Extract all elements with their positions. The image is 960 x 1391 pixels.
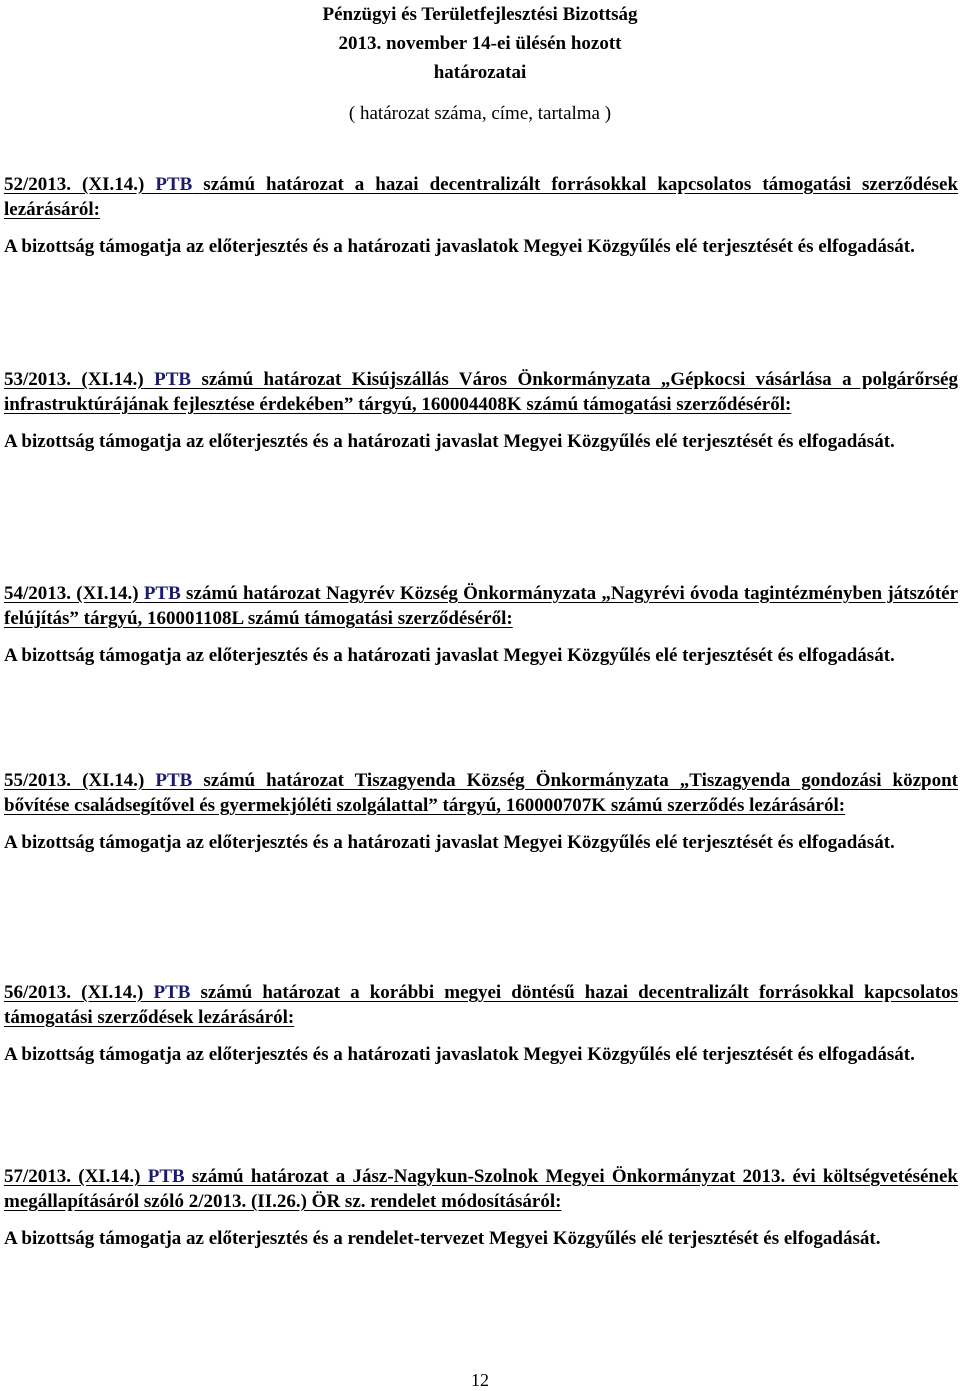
- resolution-section-57: [4, 1164, 958, 1251]
- resolution-body: A bizottság támogatja az előterjesztés és a határozati javaslat Megyei Közgyűlés elé terjesztését és elfogadását.: [4, 431, 895, 452]
- committee-code: PTB: [155, 770, 193, 791]
- header-committee-name: Pénzügyi és Területfejlesztési Bizottság: [322, 4, 638, 25]
- resolution-subject: számú határozat Tiszagyenda Község Önkormányzata „Tiszagyenda gondozási központ bővítése családsegítővel és gyermekjóléti szolgálattal” tárgyú, 160000707K számú szerződés lezárásáról:: [4, 770, 959, 816]
- resolution-section-52: [4, 172, 958, 259]
- resolution-title: [4, 581, 958, 631]
- resolution-number: 54/2013. (XI.14.): [4, 583, 139, 604]
- resolution-body: A bizottság támogatja az előterjesztés és a határozati javaslat Megyei Közgyűlés elé terjesztését és elfogadását.: [4, 645, 895, 666]
- resolution-subject: számú határozat Nagyrév Község Önkormányzata „Nagyrévi óvoda tagintézményben játszótér felújítás” tárgyú, 160001108L számú támogatási szerződéséről:: [4, 583, 959, 629]
- committee-code: PTB: [147, 1166, 185, 1187]
- document-header: [0, 0, 960, 87]
- committee-code: PTB: [143, 583, 181, 604]
- header-session-date: 2013. november 14-ei ülésén hozott: [338, 33, 622, 54]
- header-resolutions-label: határozatai: [433, 62, 527, 83]
- resolution-subject: számú határozat a hazai decentralizált forrásokkal kapcsolatos támogatási szerződések lezárásáról:: [4, 174, 959, 220]
- resolution-subject: számú határozat a Jász-Nagykun-Szolnok Megyei Önkormányzat 2013. évi költségvetésének megállapításáról szóló 2/2013. (II.26.) ÖR sz. rendelet módosításáról:: [4, 1166, 958, 1212]
- resolution-body: A bizottság támogatja az előterjesztés és a rendelet-tervezet Megyei Közgyűlés elé terjesztését és elfogadását.: [4, 1228, 881, 1249]
- resolution-title: [4, 172, 958, 222]
- resolution-number: 53/2013. (XI.14.): [4, 369, 144, 390]
- committee-code: PTB: [153, 982, 191, 1003]
- resolution-section-56: [4, 980, 958, 1067]
- resolution-number: 52/2013. (XI.14.): [4, 174, 145, 195]
- resolution-title: [4, 367, 958, 417]
- resolution-body: A bizottság támogatja az előterjesztés és a határozati javaslatok Megyei Közgyűlés elé terjesztését és elfogadását.: [4, 1044, 915, 1065]
- resolution-number: 57/2013. (XI.14.): [4, 1166, 141, 1187]
- resolution-subject: számú határozat Kisújszállás Város Önkormányzata „Gépkocsi vásárlása a polgárőrség infrastruktúrájának fejlesztése érdekében” tárgyú, 160004408K számú támogatási szerződéséről:: [4, 369, 958, 415]
- resolution-number: 56/2013. (XI.14.): [4, 982, 144, 1003]
- resolution-title: [4, 980, 958, 1030]
- resolution-title: [4, 1164, 958, 1214]
- committee-code: PTB: [155, 174, 193, 195]
- resolution-section-54: [4, 581, 958, 668]
- resolution-body: A bizottság támogatja az előterjesztés és a határozati javaslatok Megyei Közgyűlés elé terjesztését és elfogadását.: [4, 236, 915, 257]
- resolution-section-55: [4, 768, 958, 855]
- resolution-subject: számú határozat a korábbi megyei döntésű hazai decentralizált forrásokkal kapcsolatos támogatási szerződések lezárásáról:: [4, 982, 959, 1028]
- header-subtitle: ( határozat száma, címe, tartalma ): [348, 103, 612, 124]
- resolution-title: [4, 768, 958, 818]
- resolution-section-53: [4, 367, 958, 454]
- committee-code: PTB: [154, 369, 192, 390]
- resolution-number: 55/2013. (XI.14.): [4, 770, 145, 791]
- resolution-body: A bizottság támogatja az előterjesztés és a határozati javaslat Megyei Közgyűlés elé terjesztését és elfogadását.: [4, 832, 895, 853]
- page-number: 12: [471, 1370, 489, 1390]
